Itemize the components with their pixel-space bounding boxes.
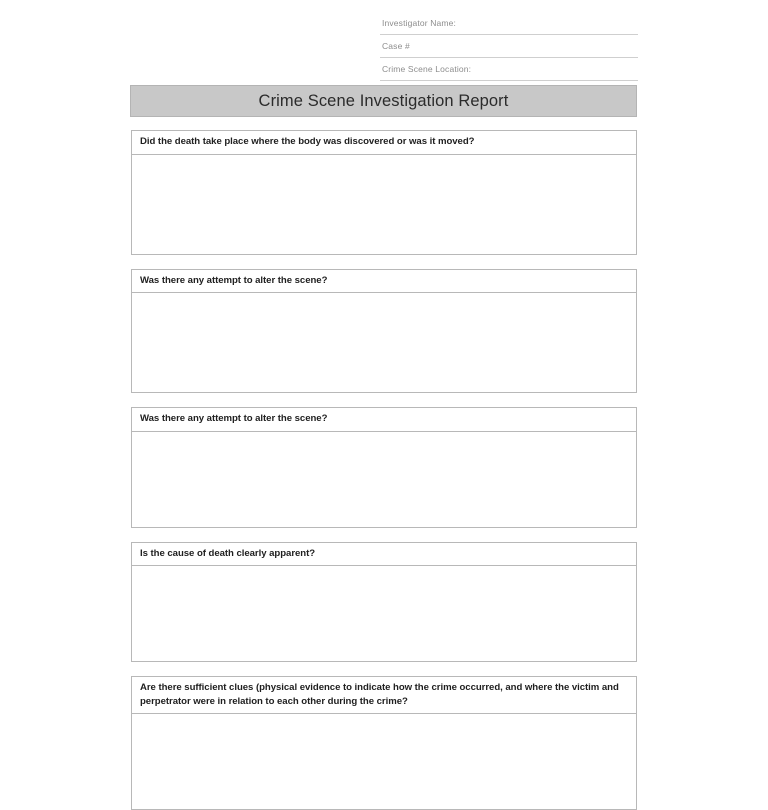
question-sections — [131, 130, 637, 810]
question-section — [131, 407, 637, 528]
page-title: Crime Scene Investigation Report — [258, 91, 509, 110]
answer-box[interactable] — [131, 155, 637, 255]
crime-scene-location-label: Crime Scene Location: — [382, 64, 472, 74]
question-label: Did the death take place where the body was discovered or was it moved? — [140, 136, 475, 147]
answer-box[interactable] — [131, 714, 637, 810]
question-label-box — [131, 269, 637, 294]
question-section — [131, 676, 637, 810]
question-label: Was there any attempt to alter the scene? — [140, 413, 328, 424]
investigator-name-label: Investigator Name: — [382, 18, 457, 28]
answer-box[interactable] — [131, 566, 637, 662]
investigator-name-field[interactable] — [380, 14, 638, 35]
header-fields — [380, 14, 638, 81]
question-label: Was there any attempt to alter the scene? — [140, 274, 328, 286]
question-section — [131, 269, 637, 394]
question-label-box — [131, 676, 637, 714]
case-number-field[interactable] — [380, 37, 638, 58]
question-label-box — [131, 407, 637, 432]
question-label: Are there sufficient clues (physical evidence to indicate how the crime occurred, and where the victim and perpetrator were in relation to each other during the crime? — [140, 682, 619, 707]
answer-box[interactable] — [131, 293, 637, 393]
page-title-banner — [130, 85, 637, 117]
case-number-label: Case # — [382, 41, 410, 51]
question-label-box — [131, 542, 637, 567]
answer-box[interactable] — [131, 432, 637, 528]
question-section — [131, 542, 637, 663]
question-label-box — [131, 130, 637, 155]
question-label: Is the cause of death clearly apparent? — [140, 547, 316, 559]
question-section — [131, 130, 637, 255]
crime-scene-location-field[interactable] — [380, 60, 638, 81]
